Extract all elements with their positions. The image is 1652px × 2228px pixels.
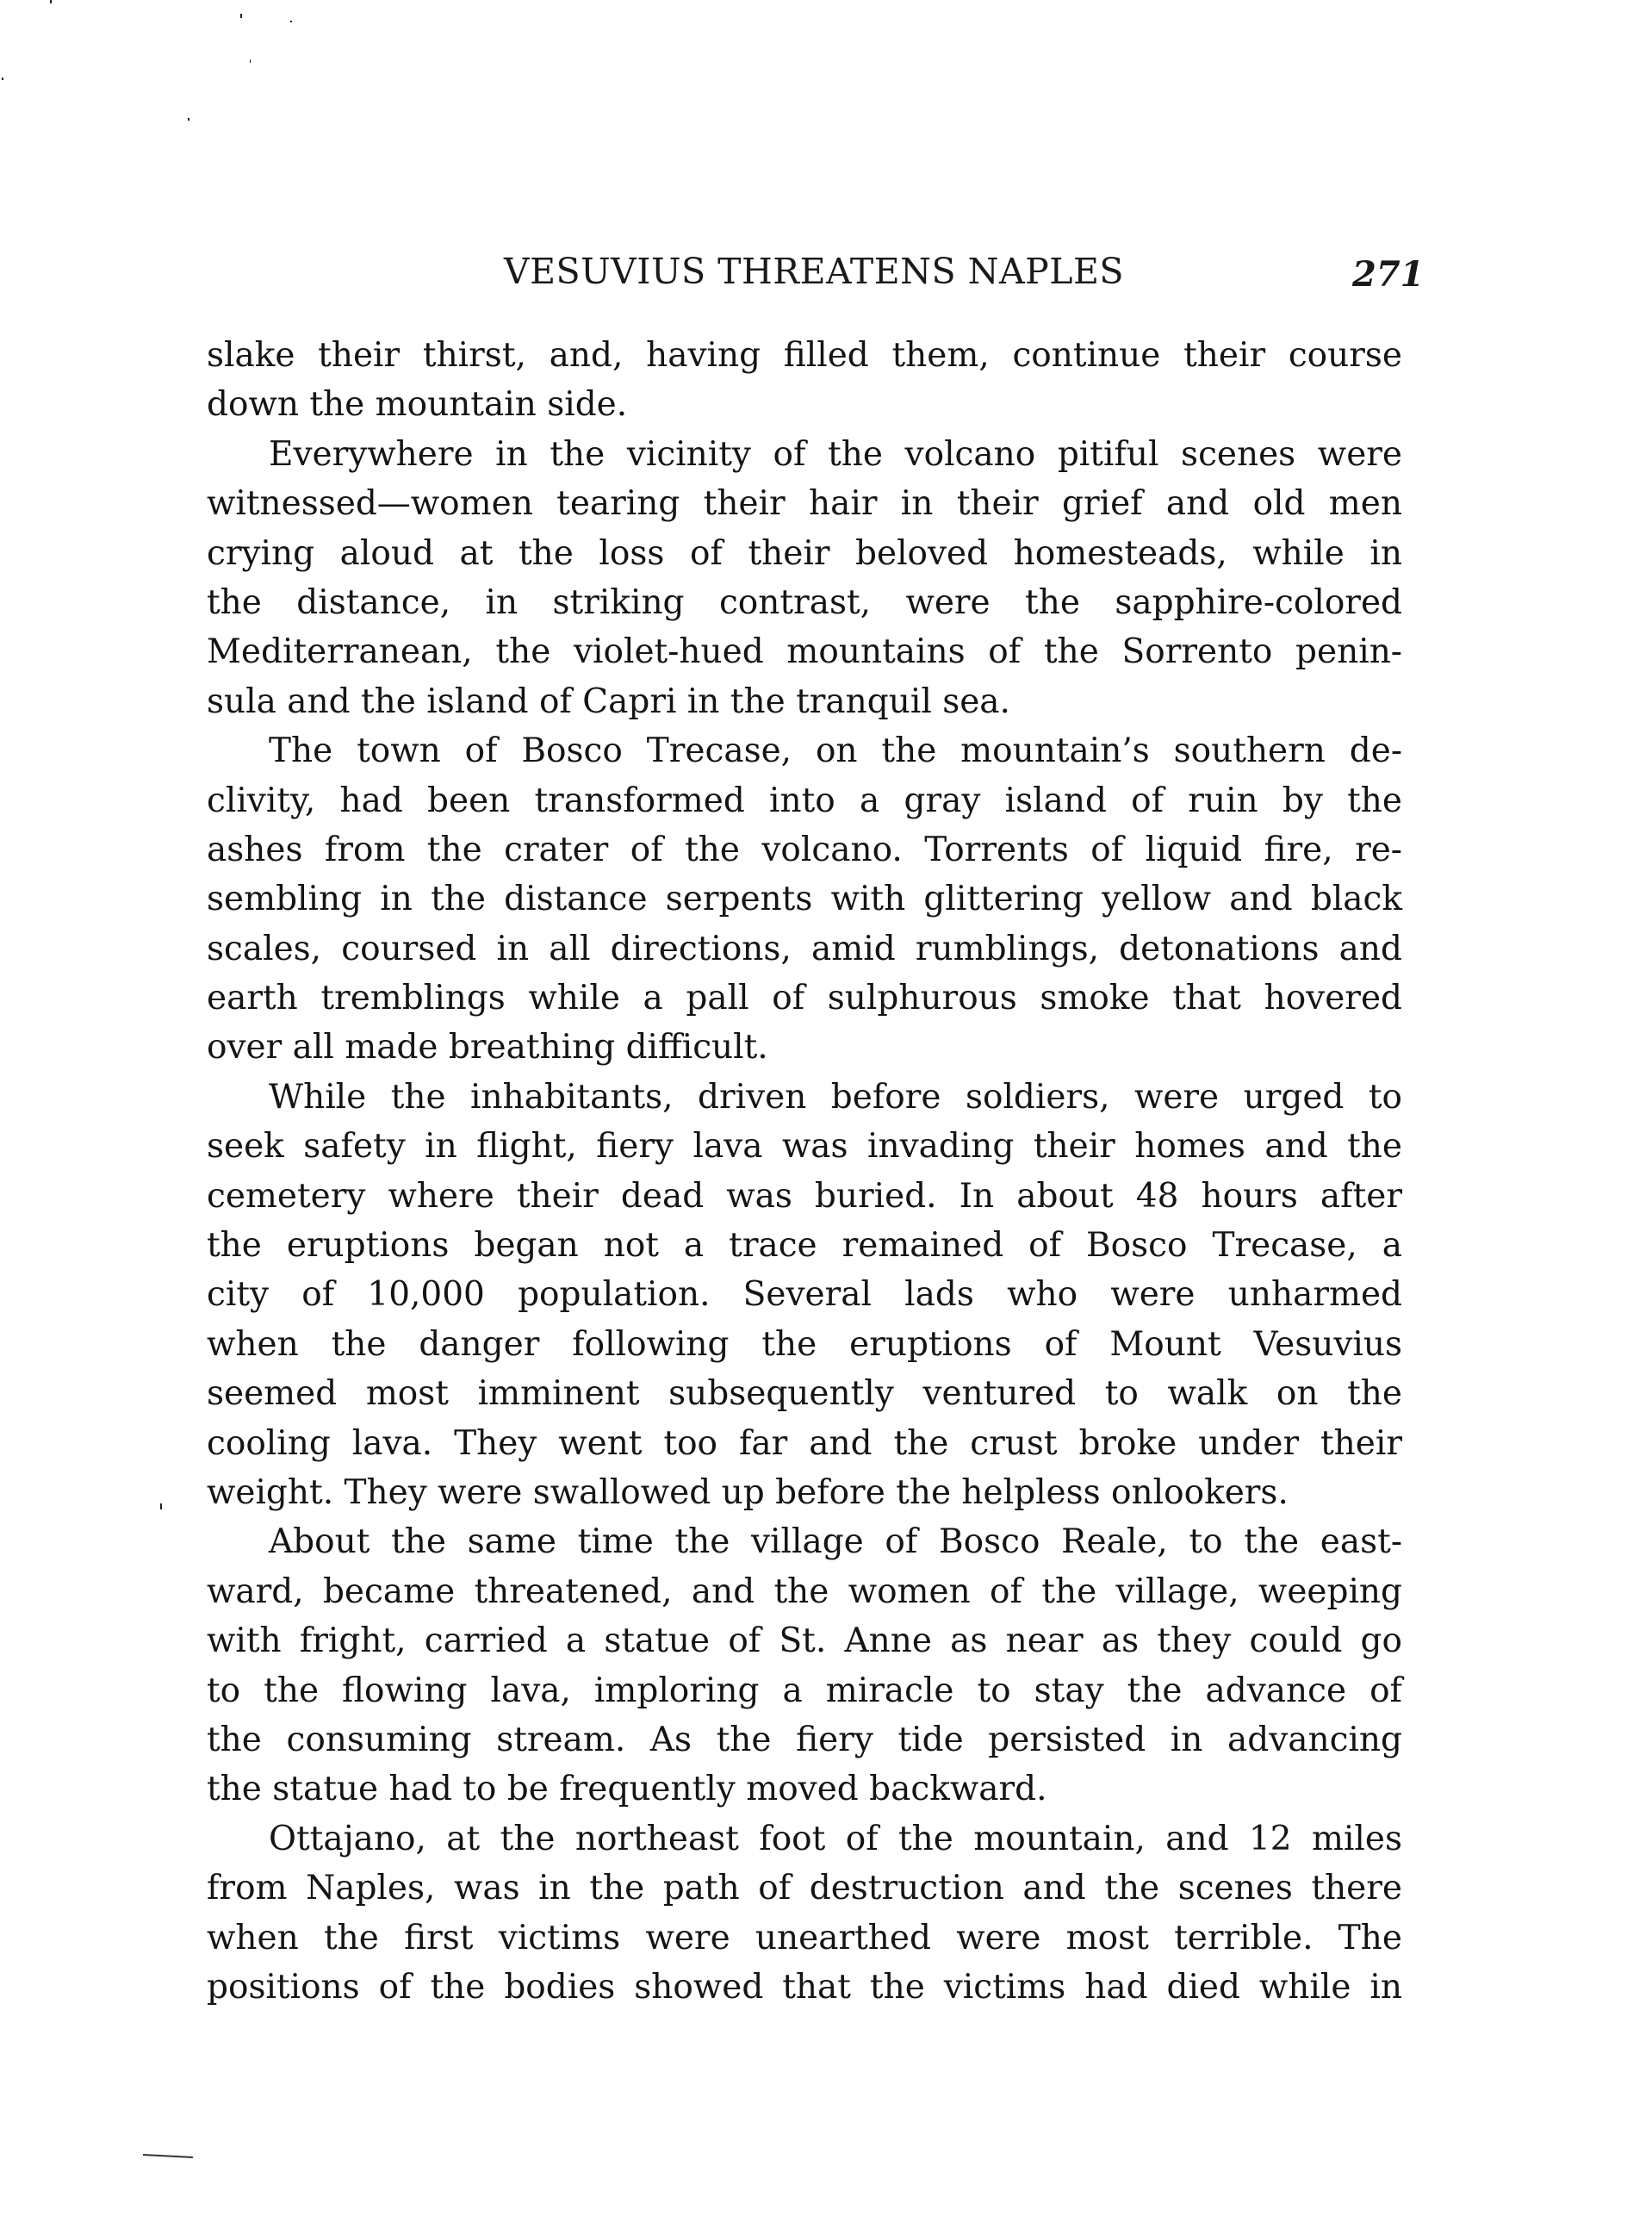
text-line: weight. They were swallowed up before the helpless onlookers.	[207, 1472, 1289, 1512]
text-line: with fright, carried a statue of St. Anne as near as they could go	[207, 1621, 1402, 1661]
paragraph-first-line: About the same time the village of Bosco Reale, to the east-	[269, 1522, 1402, 1562]
paragraph-first-line: While the inhabitants, driven before soldiers, were urged to	[269, 1077, 1402, 1117]
text-line: seek safety in flight, fiery lava was invading their homes and the	[207, 1127, 1402, 1167]
scan-speck	[50, 0, 52, 3]
paragraph-first-line: Everywhere in the vicinity of the volcano pitiful scenes were	[269, 434, 1402, 474]
text-line: witnessed—women tearing their hair in their grief and old men	[207, 484, 1402, 524]
paragraph-first-line: Ottajano, at the northeast foot of the mountain, and 12 miles	[269, 1819, 1402, 1858]
scan-speck	[250, 59, 251, 63]
text-line: the consuming stream. As the fiery tide persisted in advancing	[207, 1720, 1402, 1759]
page-number: 271	[1352, 254, 1425, 295]
text-line: Mediterranean, the violet-hued mountains of the Sorrento penin-	[207, 632, 1402, 672]
text-line: earth tremblings while a pall of sulphurous smoke that hovered	[207, 979, 1402, 1018]
text-line: clivity, had been transformed into a gray island of ruin by the	[207, 781, 1402, 820]
text-line: scales, coursed in all directions, amid rumblings, detonations and	[207, 929, 1402, 968]
text-line: the statue had to be frequently moved backward.	[207, 1770, 1047, 1809]
text-line: positions of the bodies showed that the victims had died while in	[207, 1967, 1402, 2007]
text-line: from Naples, was in the path of destruction and the scenes there	[207, 1869, 1402, 1908]
text-line: sembling in the distance serpents with glittering yellow and black	[207, 880, 1402, 919]
scan-speck	[188, 118, 189, 121]
text-line: ashes from the crater of the volcano. Torrents of liquid fire, re-	[207, 830, 1402, 869]
text-line: city of 10,000 population. Several lads who were unharmed	[207, 1275, 1402, 1315]
paragraph-first-line: The town of Bosco Trecase, on the mountain’s southern de-	[269, 731, 1402, 771]
scan-speck	[160, 1503, 162, 1509]
text-line: sula and the island of Capri in the tranquil sea.	[207, 681, 1010, 721]
text-line: ward, became threatened, and the women of the village, weeping	[207, 1571, 1402, 1611]
scan-speck	[290, 21, 292, 22]
text-line: cemetery where their dead was buried. In about 48 hours after	[207, 1176, 1402, 1216]
text-line: slake their thirst, and, having filled them, continue their course	[207, 336, 1402, 375]
text-line: when the first victims were unearthed were most terrible. The	[207, 1918, 1402, 1957]
text-line: over all made breathing difficult.	[207, 1028, 768, 1067]
text-line: the eruptions began not a trace remained of Bosco Trecase, a	[207, 1226, 1402, 1266]
scan-speck	[2, 78, 3, 80]
text-line: cooling lava. They went too far and the crust broke under their	[207, 1423, 1402, 1463]
text-line: down the mountain side.	[207, 385, 628, 425]
text-line: when the danger following the eruptions of Mount Vesuvius	[207, 1324, 1402, 1364]
running-head-title: VESUVIUS THREATENS NAPLES	[503, 251, 1124, 292]
text-line: the distance, in striking contrast, were the sapphire-colored	[207, 582, 1402, 622]
scan-speck	[240, 14, 242, 18]
body-text	[207, 331, 1402, 2012]
text-line: crying aloud at the loss of their beloved homesteads, while in	[207, 533, 1402, 573]
text-line: seemed most imminent subsequently ventured to walk on the	[207, 1374, 1402, 1414]
scan-stroke-mark	[143, 2154, 193, 2158]
text-line: to the flowing lava, imploring a miracle to stay the advance of	[207, 1671, 1402, 1710]
